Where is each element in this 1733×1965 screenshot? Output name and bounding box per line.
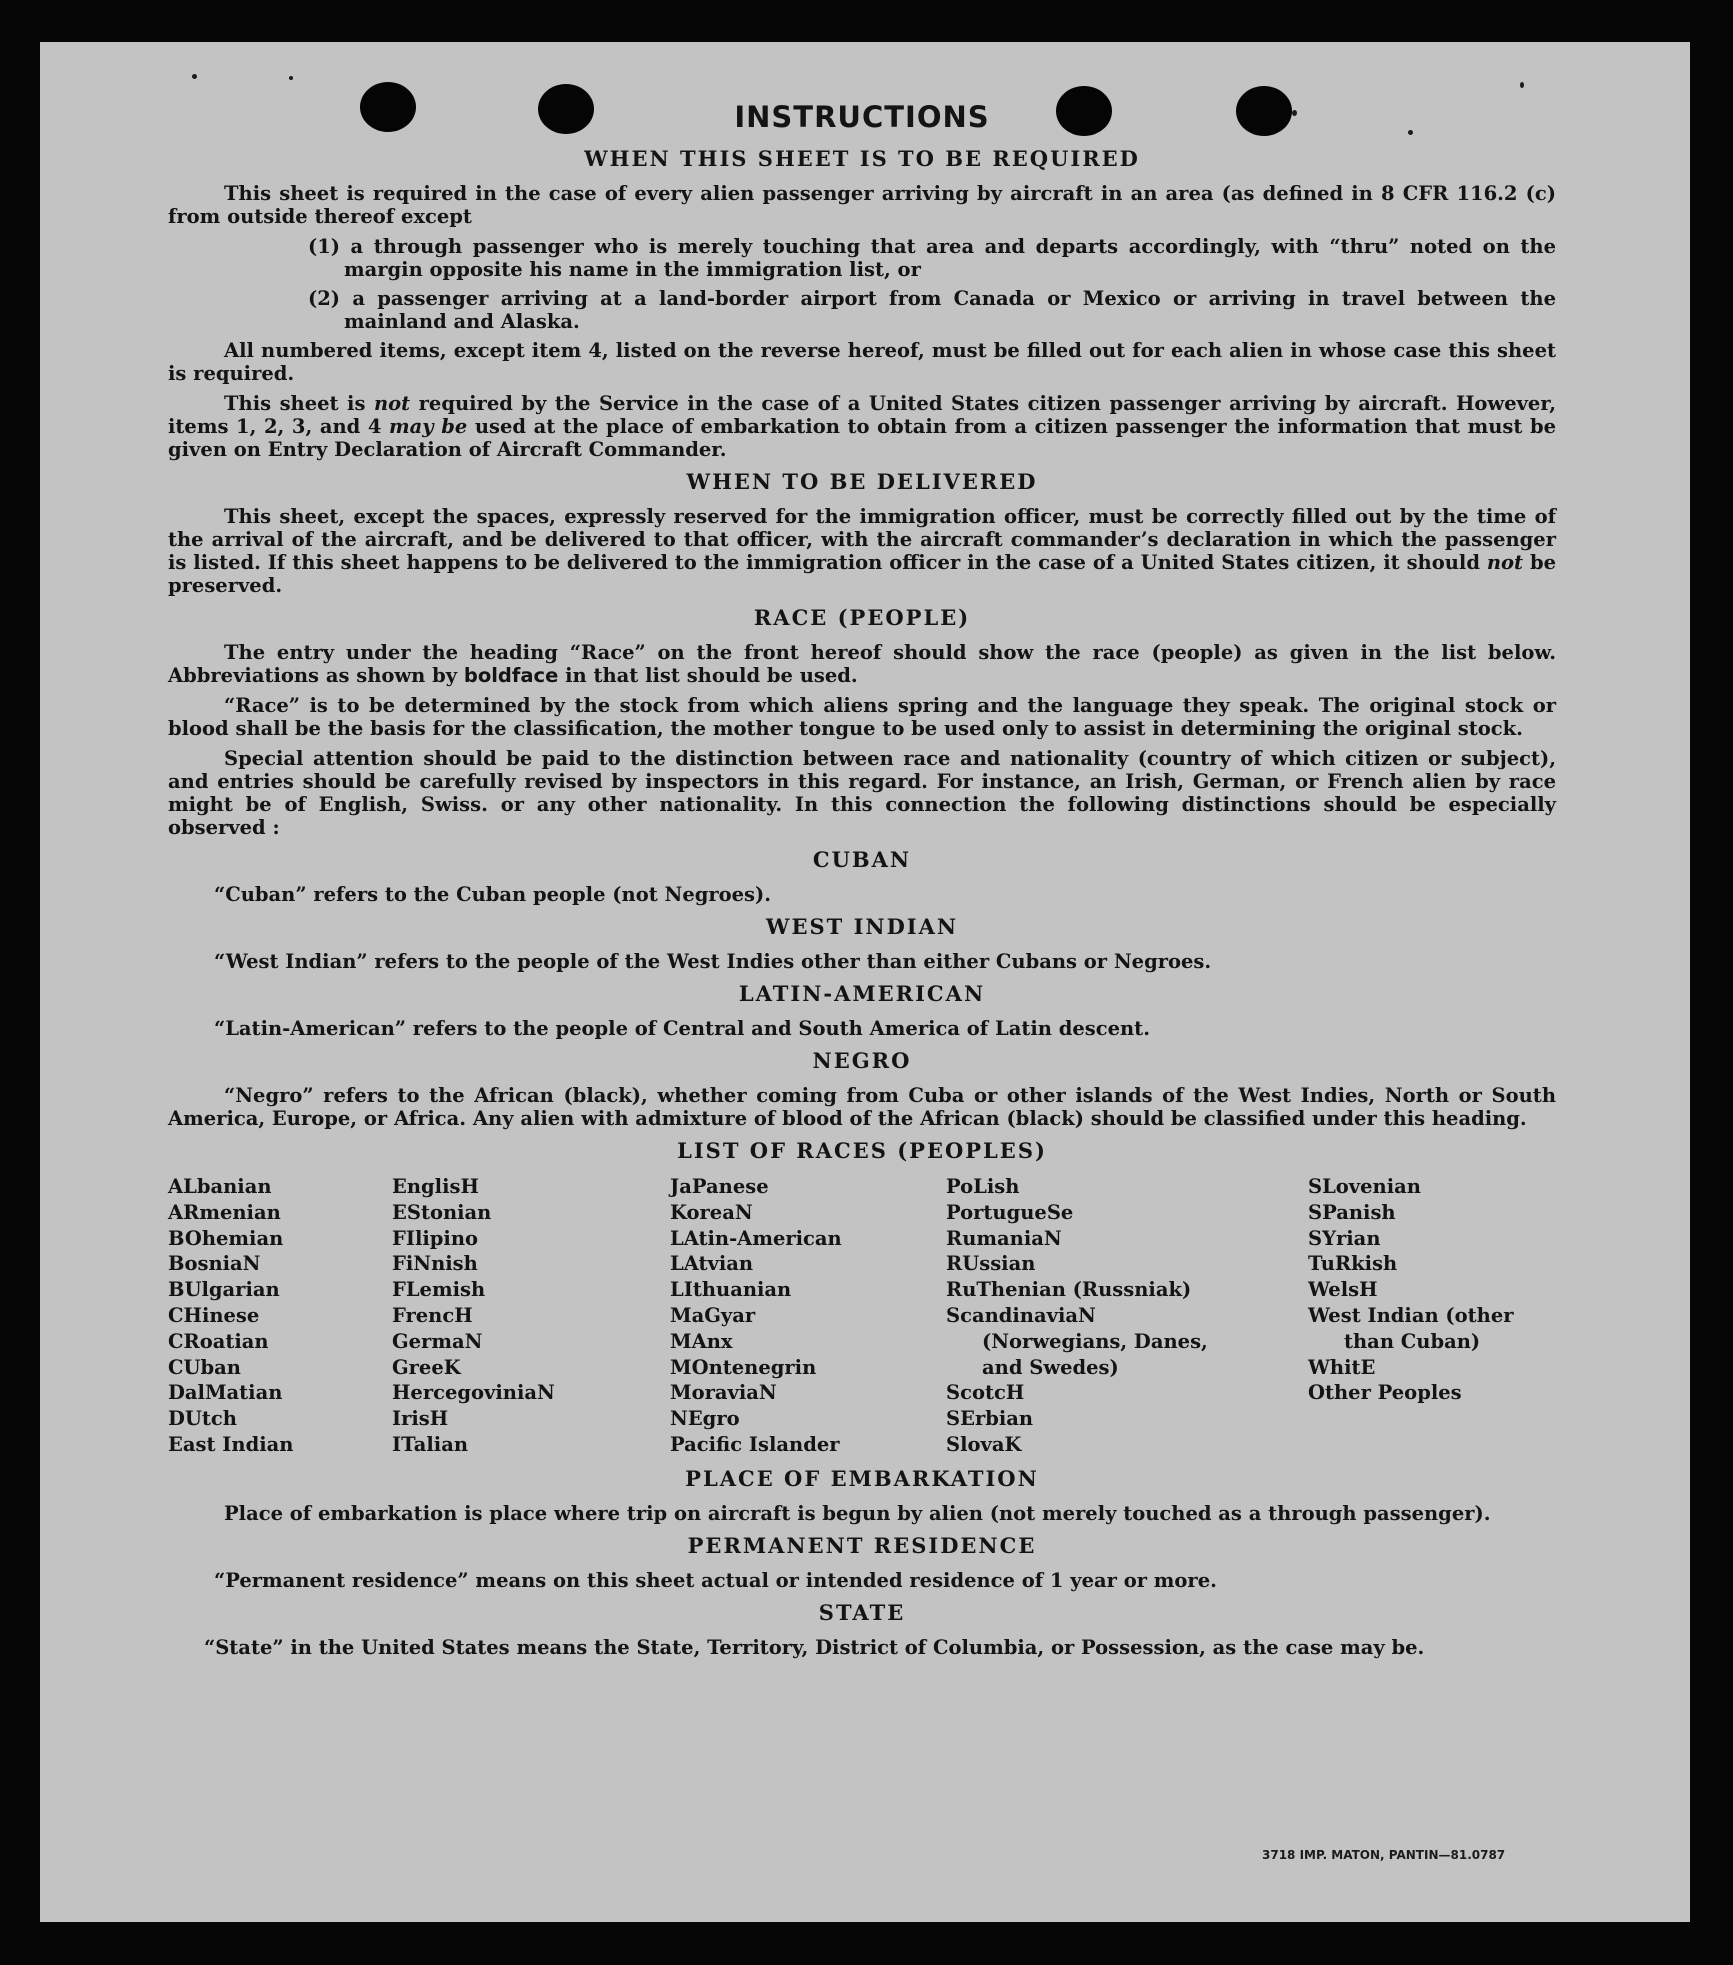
race-entry: GermaN bbox=[392, 1329, 483, 1353]
race-entry: CUban bbox=[168, 1355, 241, 1379]
speck bbox=[289, 76, 293, 80]
paragraph: “Latin-American” refers to the people of Central and South America of Latin descent. bbox=[214, 1017, 1150, 1040]
paragraph bbox=[168, 505, 1556, 597]
race-entry: ITalian bbox=[392, 1432, 469, 1456]
text-span: This sheet is bbox=[224, 392, 374, 415]
section-heading: PLACE OF EMBARKATION bbox=[685, 1465, 1039, 1491]
page-title: INSTRUCTIONS bbox=[734, 100, 990, 134]
boldface-sample: boldface bbox=[463, 664, 559, 687]
section-heading: WHEN THIS SHEET IS TO BE REQUIRED bbox=[584, 146, 1140, 171]
race-entry: DalMatian bbox=[168, 1381, 283, 1405]
list-item: (1) a through passenger who is merely touching that area and departs accordingly, with “thru” noted on the margin opposite his name in the immigration list, or bbox=[308, 235, 1556, 281]
emphasis: not bbox=[1486, 551, 1524, 574]
race-entry: West Indian (other than Cuban) bbox=[1308, 1303, 1514, 1353]
race-entry: NEgro bbox=[670, 1407, 740, 1431]
emphasis: not bbox=[373, 392, 411, 415]
race-entry: RuThenian (Russniak) bbox=[946, 1278, 1192, 1302]
race-entry: EnglisH bbox=[392, 1175, 479, 1198]
race-entry: MAnx bbox=[670, 1329, 733, 1353]
race-entry: BUlgarian bbox=[168, 1278, 280, 1302]
speck bbox=[1520, 82, 1524, 88]
text-span: in that list should be used. bbox=[558, 664, 858, 687]
race-column bbox=[168, 1174, 392, 1458]
race-entry: LAtin-American bbox=[670, 1226, 842, 1250]
race-entry: FiNnish bbox=[392, 1252, 478, 1276]
race-entry: SlovaK bbox=[946, 1432, 1022, 1456]
race-entry: SLovenian bbox=[1308, 1175, 1421, 1198]
race-entry: ARmenian bbox=[168, 1200, 281, 1224]
paragraph: Special attention should be paid to the distinction between race and nationality (country of which citizen or subject), and entries should be carefully revised by inspectors in this regard. For instance, an Irish, German, or French alien by race might be of English, Swiss. or any other nationality. In this connection the following distinctions should be especially observed : bbox=[168, 747, 1556, 839]
race-entry: East Indian bbox=[168, 1432, 294, 1456]
race-entry: DUtch bbox=[168, 1407, 237, 1431]
paragraph bbox=[168, 392, 1556, 461]
race-entry: JaPanese bbox=[670, 1175, 769, 1198]
section-heading: PERMANENT RESIDENCE bbox=[687, 1532, 1037, 1558]
race-list bbox=[168, 1174, 1556, 1458]
text-span: used at the place of embarkation to obtain from a citizen passenger the information that must be given on Entry Declaration of Aircraft Commander. bbox=[168, 415, 1556, 461]
race-entry: ALbanian bbox=[168, 1175, 272, 1198]
section-heading: RACE (PEOPLE) bbox=[753, 605, 971, 630]
emphasis: may be bbox=[389, 415, 468, 438]
race-entry: GreeK bbox=[392, 1355, 461, 1379]
race-entry: Other Peoples bbox=[1308, 1381, 1462, 1405]
race-entry: MoraviaN bbox=[670, 1381, 777, 1405]
race-entry: BosniaN bbox=[168, 1252, 261, 1276]
section-heading: CUBAN bbox=[812, 847, 912, 872]
race-entry: WelsH bbox=[1308, 1278, 1378, 1302]
paragraph: All numbered items, except item 4, listed on the reverse hereof, must be filled out for each alien in whose case this sheet is required. bbox=[168, 339, 1556, 385]
race-column bbox=[670, 1174, 946, 1458]
text-span: required by the Service in the case of a United States citizen passenger arriving by aircraft. However, items 1, 2, 3, and 4 bbox=[168, 392, 1556, 438]
exception-list bbox=[168, 235, 1556, 333]
race-entry: FLemish bbox=[392, 1278, 486, 1302]
paragraph: “State” in the United States means the State, Territory, District of Columbia, or Possession, as the case may be. bbox=[204, 1635, 1425, 1659]
text-span: The entry under the heading “Race” on the front hereof should show the race (people) as given in the list below. Abbreviations as shown by bbox=[168, 641, 1556, 687]
race-entry: PortugueSe bbox=[946, 1200, 1074, 1224]
paragraph: “Permanent residence” means on this sheet actual or intended residence of 1 year or more. bbox=[214, 1568, 1217, 1592]
race-entry: SPanish bbox=[1308, 1200, 1396, 1224]
paragraph: “Race” is to be determined by the stock from which aliens spring and the language they speak. The original stock or blood shall be the basis for the classification, the mother tongue to be used only to assist in determining the original stock. bbox=[168, 694, 1556, 740]
race-entry: SErbian bbox=[946, 1407, 1034, 1431]
race-entry: RumaniaN bbox=[946, 1226, 1062, 1250]
text-span: be preserved. bbox=[168, 551, 1556, 597]
paragraph: This sheet is required in the case of every alien passenger arriving by aircraft in an area (as defined in 8 CFR 116.2 (c) from outside thereof except bbox=[168, 182, 1556, 228]
race-entry: Pacific Islander bbox=[670, 1432, 840, 1456]
paragraph bbox=[168, 641, 1556, 687]
race-entry: CHinese bbox=[168, 1303, 260, 1327]
printer-imprint: 3718 IMP. MATON, PANTIN—81.0787 bbox=[1262, 1848, 1506, 1862]
race-entry: HercegoviniaN bbox=[392, 1381, 555, 1405]
race-entry: KoreaN bbox=[670, 1200, 753, 1224]
section-heading: LIST OF RACES (PEOPLES) bbox=[677, 1138, 1047, 1163]
race-column bbox=[392, 1174, 670, 1458]
section-heading: LATIN-AMERICAN bbox=[738, 981, 986, 1006]
race-entry: PoLish bbox=[946, 1175, 1020, 1198]
race-column bbox=[1308, 1174, 1556, 1458]
section-heading: NEGRO bbox=[812, 1048, 912, 1073]
race-entry: IrisH bbox=[392, 1407, 449, 1431]
text-span: This sheet, except the spaces, expressly reserved for the immigration officer, must be correctly filled out by the time of the arrival of the aircraft, and be delivered to that officer, with the aircraft commander’s declaration in which the passenger is listed. If this sheet happens to be delivered to the immigration officer in the case of a United States citizen, it should bbox=[168, 505, 1556, 574]
document-body bbox=[168, 100, 1556, 1666]
race-entry: SYrian bbox=[1308, 1226, 1381, 1250]
race-entry: ScotcH bbox=[946, 1381, 1025, 1405]
paragraph: “Cuban” refers to the Cuban people (not Negroes). bbox=[214, 883, 772, 906]
race-entry: RUssian bbox=[946, 1252, 1036, 1276]
section-heading: WHEN TO BE DELIVERED bbox=[686, 469, 1038, 494]
race-entry: BOhemian bbox=[168, 1226, 284, 1250]
document-sheet bbox=[40, 42, 1690, 1922]
race-entry: LIthuanian bbox=[670, 1278, 792, 1302]
race-entry: TuRkish bbox=[1308, 1252, 1398, 1276]
race-column bbox=[946, 1174, 1308, 1458]
section-heading: STATE bbox=[818, 1599, 906, 1625]
race-entry: LAtvian bbox=[670, 1252, 754, 1276]
paragraph: “Negro” refers to the African (black), whether coming from Cuba or other islands of the West Indies, North or South America, Europe, or Africa. Any alien with admixture of blood of the African (black) should be classified under this heading. bbox=[168, 1084, 1556, 1130]
race-entry: ScandinaviaN (Norwegians, Danes, and Swedes) bbox=[946, 1303, 1208, 1379]
race-entry: MaGyar bbox=[670, 1303, 756, 1327]
race-entry: FrencH bbox=[392, 1303, 473, 1327]
list-item: (2) a passenger arriving at a land-border airport from Canada or Mexico or arriving in travel between the mainland and Alaska. bbox=[308, 287, 1556, 333]
race-entry: WhitE bbox=[1308, 1355, 1376, 1379]
race-entry: CRoatian bbox=[168, 1329, 269, 1353]
speck bbox=[192, 74, 197, 79]
paragraph: Place of embarkation is place where trip on aircraft is begun by alien (not merely touched as a through passenger). bbox=[224, 1501, 1491, 1525]
paragraph: “West Indian” refers to the people of the West Indies other than either Cubans or Negroes. bbox=[214, 950, 1212, 973]
section-heading: WEST INDIAN bbox=[765, 914, 959, 939]
race-entry: FIlipino bbox=[392, 1226, 479, 1250]
race-entry: EStonian bbox=[392, 1200, 492, 1224]
race-entry: MOntenegrin bbox=[670, 1355, 817, 1379]
